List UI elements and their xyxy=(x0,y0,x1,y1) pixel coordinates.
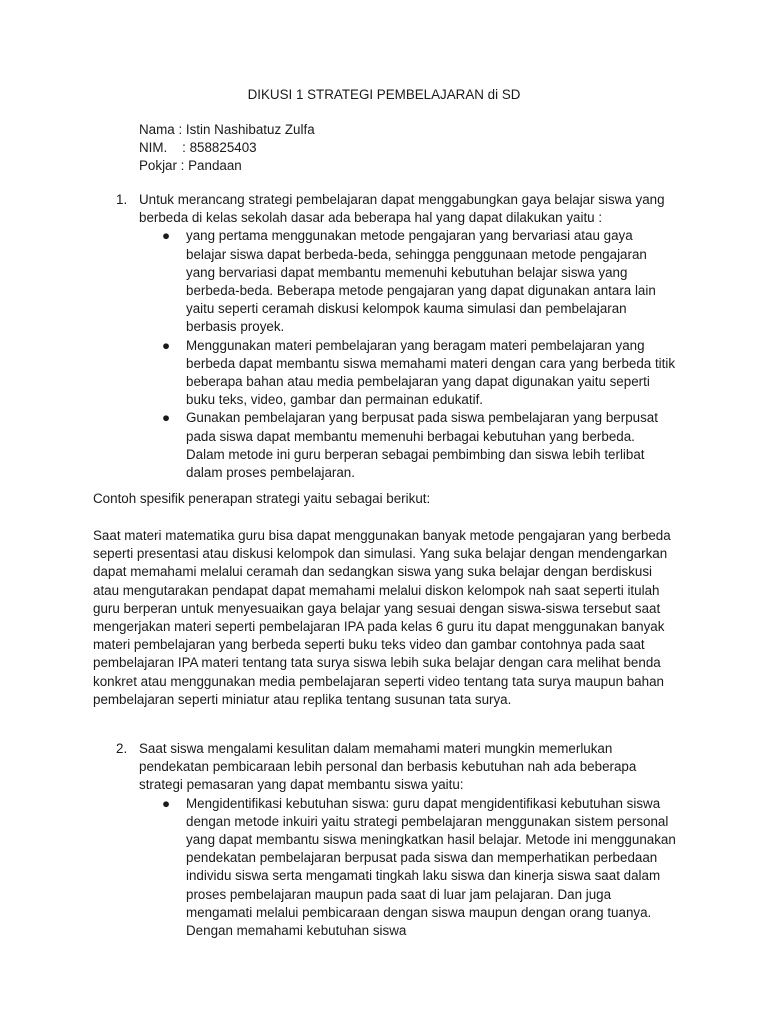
item-number: 2. xyxy=(116,741,128,756)
bullet-icon: ● xyxy=(162,337,171,353)
bullet-list xyxy=(116,227,676,482)
bullet-icon: ● xyxy=(162,410,171,426)
item-lead-text: Saat siswa mengalami kesulitan dalam memahami materi mungkin memerlukan pendekatan pembicaraan lebih personal dan berbasis kebutuhan nah ada beberapa strategi pemasaran yang dapat membantu siswa yaitu: xyxy=(139,741,637,793)
bullet-list xyxy=(116,795,676,941)
numbered-item-2 xyxy=(116,740,676,940)
example-paragraph: Saat materi matematika guru bisa dapat menggunakan banyak metode pengajaran yang berbeda seperti presentasi atau diskusi kelompok dan simulasi. Yang suka belajar dengan mendengarkan dapat memahami melalui ceramah dan sedangkan siswa yang suka belajar dengan berdiskusi atau mengutarakan pendapat dapat memahami melalui diskon kelompok nah saat seperti itulah guru berperan untuk menyesuaikan gaya belajar yang sesuai dengan siswa-siswa tersebut saat mengerjakan materi seperti pembelajaran IPA pada kelas 6 guru itu dapat menggunakan banyak materi pembelajaran yang berbeda seperti buku teks video dan gambar contohnya pada saat pembelajaran IPA materi tentang tata surya siswa lebih suka belajar dengan cara melihat benda konkret atau menggunakan media pembelajaran seperti video tentang tata surya maupun bahan pembelajaran seperti miniatur atau replika tentang susunan tata surya. xyxy=(93,528,671,707)
numbered-item-1 xyxy=(116,191,676,482)
item-lead-text: Untuk merancang strategi pembelajaran dapat menggabungkan gaya belajar siswa yang berbeda di kelas sekolah dasar ada beberapa hal yang dapat dilakukan yaitu : xyxy=(139,192,665,226)
example-heading: Contoh spesifik penerapan strategi yaitu sebagai berikut: xyxy=(93,491,431,506)
bullet-text: yang pertama menggunakan metode pengajaran yang bervariasi atau gaya belajar siswa dapat berbeda-beda, sehingga penggunaan metode pengajaran yang bervariasi dapat membantu memenuhi kebutuhan belajar siswa yang berbeda-beda. Beberapa metode pengajaran yang dapat digunakan antara lain yaitu seperti ceramah diskusi kelompok kauma simulasi dan pembelajaran berbasis proyek. xyxy=(186,228,656,335)
item-number: 1. xyxy=(116,192,128,207)
bullet-icon: ● xyxy=(162,228,171,244)
bullet-text: Menggunakan materi pembelajaran yang beragam materi pembelajaran yang berbeda dapat membantu siswa memahami materi dengan cara yang berbeda titik beberapa bahan atau media pembelajaran yang dapat digunakan yaitu seperti buku teks, video, gambar dan permainan edukatif. xyxy=(186,337,676,408)
student-info xyxy=(139,121,315,175)
list-item xyxy=(162,795,676,941)
bullet-text: Gunakan pembelajaran yang berpusat pada siswa pembelajaran yang berpusat pada siswa dapat membantu memenuhi berbagai kebutuhan yang berbeda. Dalam metode ini guru berperan sebagai pembimbing dan siswa lebih terlibat dalam proses pembelajaran. xyxy=(186,410,658,481)
list-item xyxy=(162,227,676,336)
list-item xyxy=(162,337,676,410)
bullet-icon: ● xyxy=(162,795,171,811)
document-title: DIKUSI 1 STRATEGI PEMBELAJARAN di SD xyxy=(247,87,521,102)
bullet-text: Mengidentifikasi kebutuhan siswa: guru dapat mengidentifikasi kebutuhan siswa dengan metode inkuiri yaitu strategi pembelajaran menggunakan sistem personal yang dapat membantu siswa meningkatkan hasil belajar. Metode ini menggunakan pendekatan pembelajaran berpusat pada siswa dan memperhatikan perbedaan individu siswa serta mengamati tingkah laku siswa dan kinerja siswa saat dalam proses pembelajaran maupun pada saat di luar jam pelajaran. Dan juga mengamati melalui pembicaraan dengan siswa maupun dengan orang tuanya. Dengan memahami kebutuhan siswa xyxy=(186,795,676,939)
student-pokjar: Pokjar : Pandaan xyxy=(139,158,242,173)
list-item xyxy=(162,409,676,482)
student-nim: NIM. : 858825403 xyxy=(139,140,257,155)
student-name: Nama : Istin Nashibatuz Zulfa xyxy=(139,122,315,137)
